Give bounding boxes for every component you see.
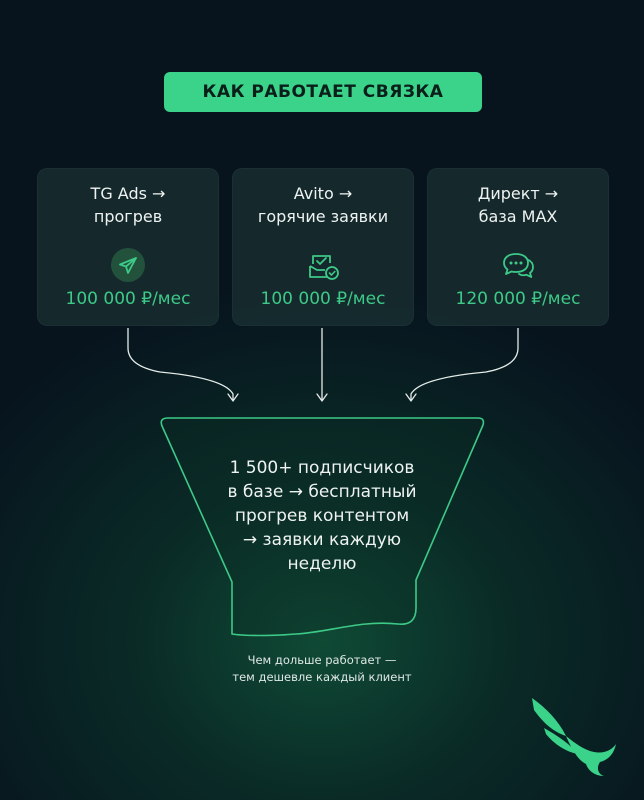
channel-price: 100 000 ₽/мес [260,289,386,309]
channel-label: Директ → база MAX [477,184,559,226]
page-title: КАК РАБОТАЕТ СВЯЗКА [164,72,482,112]
connector-right [411,328,518,400]
channel-label: TG Ads → прогрев [90,184,166,226]
bird-logo-icon [524,688,624,780]
connector-left [128,328,233,400]
channel-price: 120 000 ₽/мес [455,289,581,309]
channel-label: Avito → горячие заявки [257,184,389,226]
funnel-text: 1 500+ подписчиков в базе → бесплатный прогрев контентом → заявки каждую неделю [227,458,417,574]
footnote: Чем дольше работает — тем дешевле каждый клиент [232,653,412,684]
channel-price: 100 000 ₽/мес [65,289,191,309]
